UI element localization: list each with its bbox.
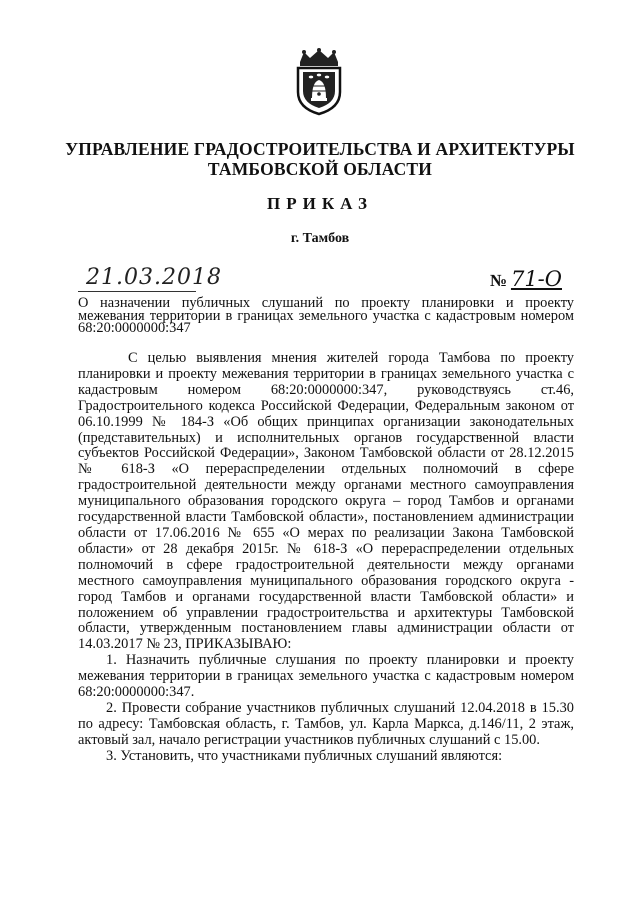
date-number-row — [78, 263, 572, 293]
document-body — [78, 351, 574, 765]
document-date: 21.03.2018 — [86, 265, 222, 290]
paragraph-item-2: 2. Провести собрание участников публичных слушаний 12.04.2018 в 15.30 по адресу: Тамбовская область, г. Тамбов, ул. Карла Маркса, д.146/11, 2 этаж, актовый зал, начало регистрации участников публичных слушаний с 15.00. — [78, 699, 574, 748]
document-city: г. Тамбов — [290, 231, 350, 246]
paragraph-item-3: 3. Установить, что участниками публичных слушаний являются: — [106, 747, 503, 764]
document-type-title: ПРИКАЗ — [267, 194, 373, 213]
document-subject: О назначении публичных слушаний по проекту планировки и проекту межевания территории в границах земельного участка с кадастровым номером 68:20:0000000:347 — [78, 295, 574, 336]
number-label: № — [489, 271, 507, 290]
document-number — [490, 267, 562, 291]
organization-name-line2: ТАМБОВСКОЙ ОБЛАСТИ — [207, 159, 433, 179]
organization-name-line1: УПРАВЛЕНИЕ ГРАДОСТРОИТЕЛЬСТВА И АРХИТЕКТУРЫ — [65, 139, 575, 159]
date-underline — [78, 291, 196, 292]
tambov-coat-of-arms-icon — [294, 48, 344, 116]
paragraph-item-1: 1. Назначить публичные слушания по проекту планировки и проекту межевания территории в границах земельного участка с кадастровым номером 68:20:0000000:347. — [78, 652, 574, 701]
paragraph-preamble: С целью выявления мнения жителей города Тамбова по проекту планировки и проекту межевания территории в границах земельного участка с кадастровым номером 68:20:0000000:347, руководствуясь ст.46, Градостроительного кодекса Российской Федерации, Федеральным законом от 06.10.1999 № 184-З «Об общих принципах организации законодательных (представительных) и исполнительных органов государственной власти субъектов Российской Федерации», Законом Тамбовской области от 28.12.2015 № 618-З «О перераспределении отдельных полномочий в сфере градостроительной деятельности между органами местного самоуправления муниципального образования городского округа – город Тамбов и органами государственной власти Тамбовской области», постановлением администрации области от 17.06.2016 № 655 «О мерах по реализации Закона Тамбовской области» от 28 декабря 2015г. № 618-З «О перераспределении отдельных полномочий в сфере градостроительной деятельности между органами местного самоуправления муниципального образования городского округа - город Тамбов и органами государственной власти Тамбовской области» и положением об управлении градостроительства и архитектуры Тамбовской области, утвержденным постановлением главы администрации области от 14.03.2017 № 23, ПРИКАЗЫВАЮ: — [78, 350, 574, 653]
number-value: 71-О — [510, 267, 562, 291]
